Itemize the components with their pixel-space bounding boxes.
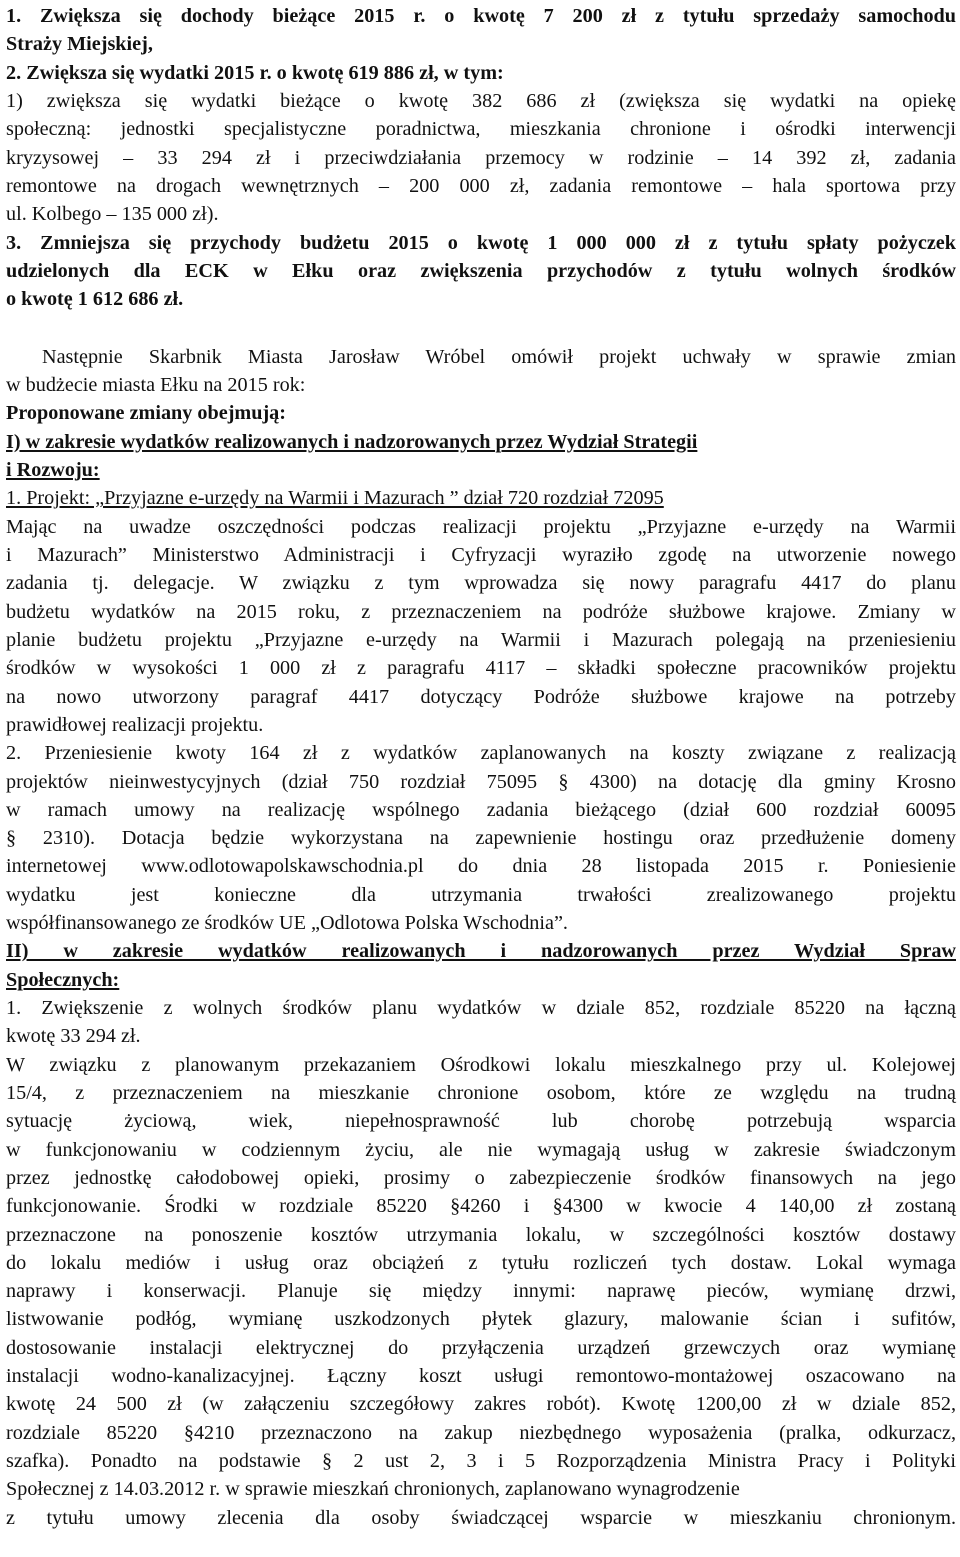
text-line: 2. Przeniesienie kwoty 164 zł z wydatków zaplanowanych na koszty związane z realizacją [6,742,956,765]
text-line: na nowo utworzony paragraf 4417 dotyczący Podróże służbowe krajowe na potrzeby [6,685,956,708]
text-line: Straży Miejskiej, [6,33,153,56]
text-line: rozdziale 85220 §4210 przeznaczono na zakup niezbędnego wyposażenia (pralka, odkurzacz, [6,1421,956,1444]
text-line: listwowanie podłóg, wymianę uszkodzonych płytek glazury, malowanie ścian i sufitów, [6,1308,956,1331]
text-line: 1. Projekt: „Przyjazne e-urzędy na Warmii i Mazurach ” dział 720 rozdział 72095 [6,487,664,510]
text-line: prawidłowej realizacji projektu. [6,713,264,736]
text-line: współfinansowanego ze środków UE „Odlotowa Polska Wschodnia”. [6,912,568,935]
text-line: 15/4, z przeznaczeniem na mieszkanie chronione osobom, które ze względu na trudną [6,1081,956,1104]
text-line: Społecznej z 14.03.2012 r. w sprawie mieszkań chronionych, zaplanowano wynagrodzenie [6,1478,740,1501]
text-line: wydatku jest konieczne dla utrzymania trwałości zrealizowanego projektu [6,883,956,906]
text-line: szafka). Ponadto na podstawie § 2 ust 2, 3 i 5 Rozporządzenia Ministra Pracy i Polityki [6,1450,956,1473]
text-line: instalacji wodno-kanalizacyjnej. Łączny koszt usługi remontowo-montażowej oszacowano na [6,1365,956,1388]
text-line: II) w zakresie wydatków realizowanych i nadzorowanych przez Wydział Spraw [6,940,956,963]
text-line: do lokalu mediów i usług oraz obciążeń z tytułu rozliczeń tych dostaw. Lokal wymaga [6,1251,956,1274]
text-line: z tytułu umowy zlecenia dla osoby świadczącej wsparcie w mieszkaniu chronionym. [6,1506,956,1529]
text-line: w budżecie miasta Ełku na 2015 rok: [6,374,306,397]
text-line: społeczną: jednostki specjalistyczne poradnictwa, mieszkania chronione i ośrodki interwencji [6,118,956,141]
text-line: budżetu wydatków na 2015 roku, z przeznaczeniem na podróże służbowe krajowe. Zmiany w [6,600,956,623]
text-line: § 2310). Dotacja będzie wykorzystana na zapewnienie hostingu oraz przedłużenie domeny [6,827,956,850]
text-line: 2. Zwiększa się wydatki 2015 r. o kwotę 619 886 zł, w tym: [6,61,504,84]
text-line: i Rozwoju: [6,459,100,482]
text-line: planie budżetu projektu „Przyjazne e-urzędy na Warmii i Mazurach polegają na przeniesieniu [6,628,956,651]
text-line: kwotę 33 294 zł. [6,1025,141,1048]
text-line: zadania tj. delegacje. W związku z tym wprowadza się nowy paragrafu 4417 do planu [6,572,956,595]
text-line: internetowej www.odlotowapolskawschodnia.pl do dnia 28 listopada 2015 r. Poniesienie [6,855,956,878]
text-line: naprawy i konserwacji. Planuje się między innymi: naprawę pieców, wymianę drzwi, [6,1280,956,1303]
text-line: Proponowane zmiany obejmują: [6,402,287,425]
text-line: 3. Zmniejsza się przychody budżetu 2015 o kwotę 1 000 000 zł z tytułu spłaty pożyczek [6,231,956,254]
text-line: 1. Zwiększenie z wolnych środków planu wydatków w dziale 852, rozdziale 85220 na łączną [6,997,956,1020]
text-line: kryzysowej – 33 294 zł i przeciwdziałania przemocy w rodzinie – 14 392 zł, zadania [6,146,956,169]
text-line: W związku z planowanym przekazaniem Ośrodkowi lokalu mieszkalnego przy ul. Kolejowej [6,1053,956,1076]
text-line: funkcjonowanie. Środki w rozdziale 85220 §4260 i §4300 w kwocie 4 140,00 zł zostaną [6,1195,956,1218]
text-line: w ramach umowy na realizację wspólnego zadania bieżącego (dział 600 rozdział 60095 [6,798,956,821]
text-line: Mając na uwadze oszczędności podczas realizacji projektu „Przyjazne e-urzędy na Warmii [6,515,956,538]
text-line: I) w zakresie wydatków realizowanych i nadzorowanych przez Wydział Strategii [6,430,698,453]
text-line: przeznaczone na ponoszenie kosztów utrzymania lokalu, w szczególności kosztów dostawy [6,1223,956,1246]
text-line: 1) zwiększa się wydatki bieżące o kwotę 382 686 zł (zwiększa się wydatki na opiekę [6,89,956,112]
text-line: 1. Zwiększa się dochody bieżące 2015 r. o kwotę 7 200 zł z tytułu sprzedaży samochodu [6,5,956,27]
text-line: projektów nieinwestycyjnych (dział 750 rozdział 75095 § 4300) na dotację dla gminy Krosno [6,770,956,793]
text-line: sytuację życiową, wiek, niepełnosprawność lub chorobę potrzebują wsparcia [6,1110,956,1133]
text-line: Społecznych: [6,968,120,991]
text-line: Następnie Skarbnik Miasta Jarosław Wróbel omówił projekt uchwały w sprawie zmian [42,345,956,368]
text-line: przez jednostkę całodobowej opieki, prosimy o zabezpieczenie środków finansowych na jego [6,1166,956,1189]
text-line: i Mazurach” Ministerstwo Administracji i Cyfryzacji wyraziło zgodę na utworzenie nowego [6,544,956,566]
text-line: o kwotę 1 612 686 zł. [6,288,184,311]
text-line: ul. Kolbego – 135 000 zł). [6,203,219,226]
text-line: kwotę 24 500 zł (w załączeniu szczegółowy zakres robót). Kwotę 1200,00 zł w dziale 852, [6,1393,956,1416]
text-line: remontowe na drogach wewnętrznych – 200 000 zł, zadania remontowe – hala sportowa przy [6,174,956,197]
text-line: udzielonych dla ECK w Ełku oraz zwiększenia przychodów z tytułu wolnych środków [6,259,956,282]
text-line: w funkcjonowaniu w codziennym życiu, ale nie wymagają usług w zakresie świadczonym [6,1138,956,1161]
text-line: środków w wysokości 1 000 zł z paragrafu 4117 – składki społeczne pracowników projektu [6,657,956,680]
text-line: dostosowanie instalacji elektrycznej do przyłączenia urządzeń grzewczych oraz wymianę [6,1336,956,1359]
